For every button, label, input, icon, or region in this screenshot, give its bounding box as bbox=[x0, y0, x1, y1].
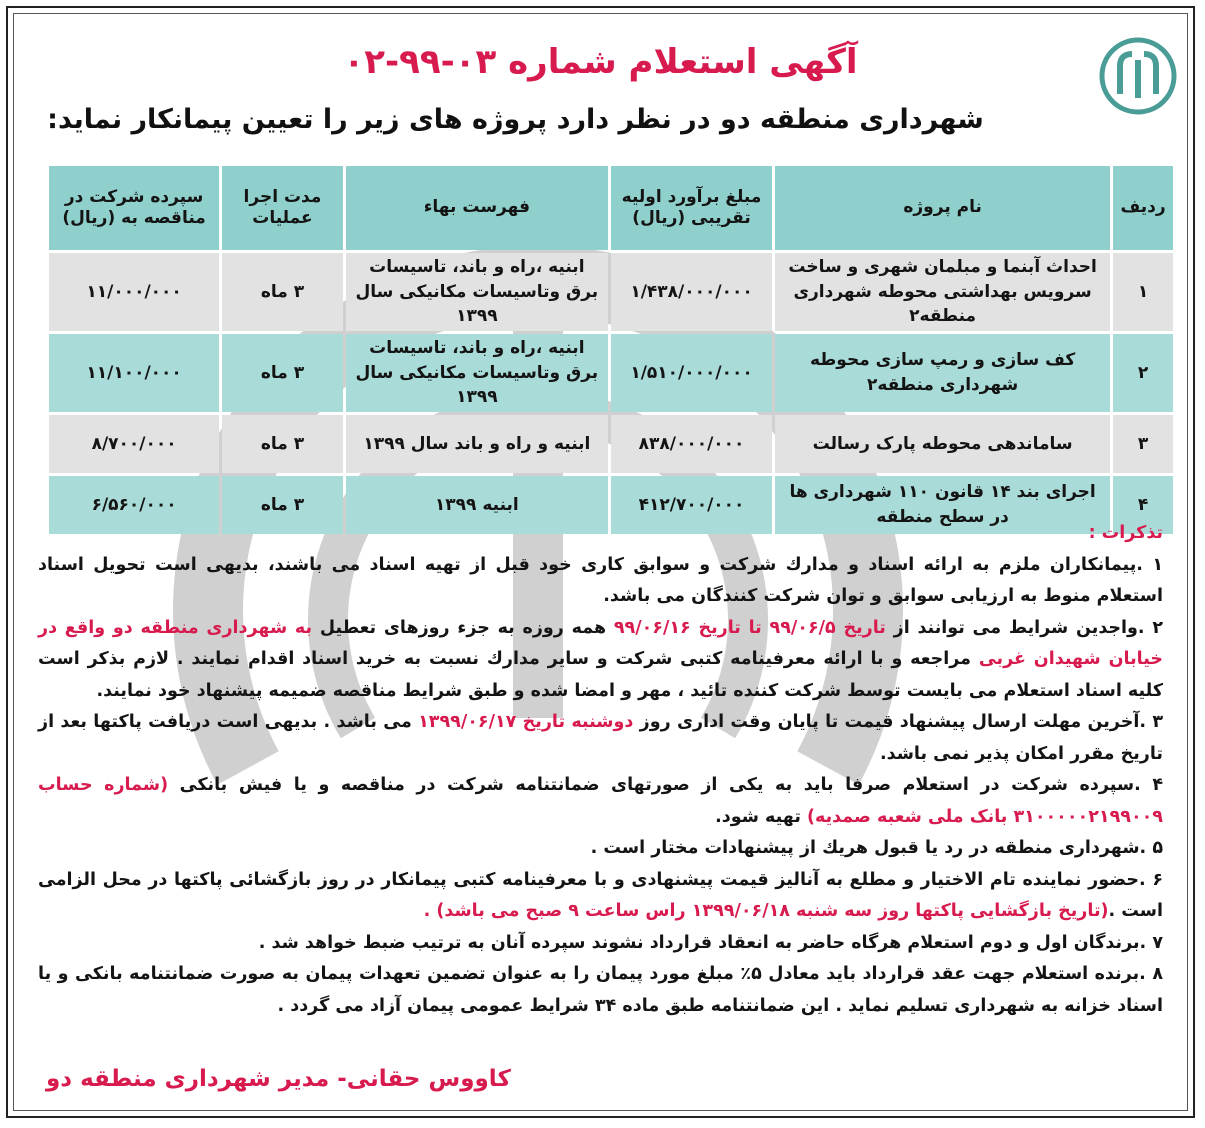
note-3-text: ۳ .آخرین مهلت ارسال پیشنهاد قیمت تا پایان وقت اداری روز bbox=[633, 712, 1163, 732]
note-6 bbox=[38, 865, 1163, 928]
cell-estimate: ۸۳۸/۰۰۰/۰۰۰ bbox=[611, 415, 772, 473]
table-header-row bbox=[49, 166, 1173, 250]
note-3-deadline: دوشنبه تاریخ ۱۳۹۹/۰۶/۱۷ bbox=[418, 712, 634, 732]
cell-deposit: ۱۱/۱۰۰/۰۰۰ bbox=[49, 334, 219, 412]
cell-project-name: اجرای بند ۱۴ قانون ۱۱۰ شهرداری ها در سطح منطقه bbox=[775, 476, 1110, 534]
cell-price-list: ابنیه و راه و باند سال ۱۳۹۹ bbox=[346, 415, 608, 473]
cell-duration: ۳ ماه bbox=[222, 415, 343, 473]
header-estimate: مبلغ برآورد اولیه تقریبی (ریال) bbox=[611, 166, 772, 250]
notes-heading: تذکرات : bbox=[1088, 523, 1163, 543]
cell-duration: ۳ ماه bbox=[222, 253, 343, 331]
cell-row-number: ۳ bbox=[1113, 415, 1173, 473]
cell-price-list: ابنیه ،راه و باند، تاسیسات برق وتاسیسات مکانیکی سال ۱۳۹۹ bbox=[346, 334, 608, 412]
cell-estimate: ۱/۵۱۰/۰۰۰/۰۰۰ bbox=[611, 334, 772, 412]
note-4-text: ۴ .سپرده شرکت در استعلام صرفا باید به یکی از صورتهای ضمانتنامه شرکت در مناقصه و یا فیش بانکی bbox=[168, 775, 1163, 795]
cell-project-name: ساماندهی محوطه پارک رسالت bbox=[775, 415, 1110, 473]
note-2-text: مراجعه و با ارائه معرفینامه کتبی شرکت و سایر مدارك نسبت به خرید اسناد اقدام نمایند . لازم بذکر است کلیه اسناد استعلام می بایست توسط شرکت کننده تائید ، مهر و امضا شده و طبق شرایط مناقصه ضمیمه پیشنهاد خود نمایند. bbox=[38, 649, 1163, 701]
cell-project-name: احداث آبنما و مبلمان شهری و ساخت سرویس بهداشتی محوطه شهرداری منطقه۲ bbox=[775, 253, 1110, 331]
note-2 bbox=[38, 613, 1163, 708]
cell-deposit: ۶/۵۶۰/۰۰۰ bbox=[49, 476, 219, 534]
notice-frame bbox=[6, 6, 1195, 1118]
header-row-number: ردیف bbox=[1113, 166, 1173, 250]
note-4-account: (شماره حساب ۳۱۰۰۰۰۰۲۱۹۹۰۰۹ بانک ملی شعبه صمدیه) bbox=[38, 775, 1163, 827]
cell-duration: ۳ ماه bbox=[222, 476, 343, 534]
cell-duration: ۳ ماه bbox=[222, 334, 343, 412]
note-6-text: ۶ .حضور نماینده تام الاختیار و مطلع به آنالیز قیمت پیشنهادی و با معرفینامه کتبی پیمانکار در روز بازگشائی پاکتها در محل الزامی است . bbox=[38, 869, 1163, 921]
cell-deposit: ۸/۷۰۰/۰۰۰ bbox=[49, 415, 219, 473]
header-duration: مدت اجرا عملیات bbox=[222, 166, 343, 250]
cell-row-number: ۴ bbox=[1113, 476, 1173, 534]
projects-table bbox=[46, 163, 1176, 537]
cell-row-number: ۲ bbox=[1113, 334, 1173, 412]
note-2-dates: تاریخ ۹۹/۰۶/۵ تا تاریخ ۹۹/۰۶/۱۶ bbox=[613, 617, 886, 638]
header-deposit: سپرده شرکت در مناقصه به (ریال) bbox=[49, 166, 219, 250]
cell-deposit: ۱۱/۰۰۰/۰۰۰ bbox=[49, 253, 219, 331]
header-project-name: نام پروژه bbox=[775, 166, 1110, 250]
note-4 bbox=[38, 770, 1163, 833]
note-7: ۷ .برندگان اول و دوم استعلام هرگاه حاضر به انعقاد قرارداد نشوند سپرده آنان به ترتیب ضبط خواهد شد . bbox=[258, 932, 1163, 953]
note-3-text: می باشد . بدیهی است دریافت پاکتها بعد از تاریخ مقرر امکان پذیر نمی باشد. bbox=[38, 712, 1163, 764]
notes-section bbox=[38, 518, 1163, 1022]
note-3 bbox=[38, 707, 1163, 770]
note-5: ۵ .شهرداری منطقه در رد یا قبول هریك از پیشنهادات مختار است . bbox=[590, 838, 1163, 858]
note-2-text: ۲ .واجدین شرایط می توانند از bbox=[885, 617, 1163, 638]
notice-title: آگهی استعلام شماره ۰۳-۹۹-۰۲ bbox=[343, 42, 858, 82]
cell-price-list: ابنیه ۱۳۹۹ bbox=[346, 476, 608, 534]
table-row bbox=[49, 415, 1173, 473]
header-price-list: فهرست بهاء bbox=[346, 166, 608, 250]
table-row bbox=[49, 253, 1173, 331]
signature: کاووس حقانی- مدیر شهرداری منطقه دو bbox=[46, 1066, 511, 1092]
municipality-logo-icon bbox=[1098, 36, 1178, 116]
cell-price-list: ابنیه ،راه و باند، تاسیسات برق وتاسیسات مکانیکی سال ۱۳۹۹ bbox=[346, 253, 608, 331]
table-row bbox=[49, 334, 1173, 412]
cell-estimate: ۱/۴۳۸/۰۰۰/۰۰۰ bbox=[611, 253, 772, 331]
note-6-opening-date: (تاریخ بازگشایی پاکتها روز سه شنبه ۱۳۹۹/۰۶/۱۸ راس ساعت ۹ صبح می باشد) . bbox=[423, 901, 1109, 921]
note-1: ۱ .پیمانکاران ملزم به ارائه اسناد و مدارك شرکت و سوابق کاری خود قبل از تهیه اسناد می باشند، بدیهی است تحویل اسناد استعلام منوط به ارزیابی سوابق و توان شرکت کنندگان می باشد. bbox=[38, 554, 1163, 606]
note-2-text: همه روزه به جزء روزهای تعطیل bbox=[312, 617, 614, 638]
cell-row-number: ۱ bbox=[1113, 253, 1173, 331]
note-2-address: به شهرداری منطقه دو واقع در خیابان شهیدان غربی bbox=[38, 617, 1163, 669]
note-8: ۸ .برنده استعلام جهت عقد قرارداد باید معادل ۵٪ مبلغ مورد پیمان را به عنوان تضمین تعهدات پیمان به صورت ضمانتنامه بانکی و یا اسناد خزانه به شهرداری تسلیم نماید . این ضمانتنامه طبق ماده ۳۴ شرایط عمومی پیمان آزاد می گردد . bbox=[38, 964, 1163, 1016]
note-4-text: تهیه شود. bbox=[715, 806, 807, 827]
notice-subtitle: شهرداری منطقه دو در نظر دارد پروژه های زیر را تعیین پیمانکار نماید: bbox=[47, 104, 984, 135]
cell-project-name: کف سازی و رمپ سازی محوطه شهرداری منطقه۲ bbox=[775, 334, 1110, 412]
cell-estimate: ۴۱۲/۷۰۰/۰۰۰ bbox=[611, 476, 772, 534]
